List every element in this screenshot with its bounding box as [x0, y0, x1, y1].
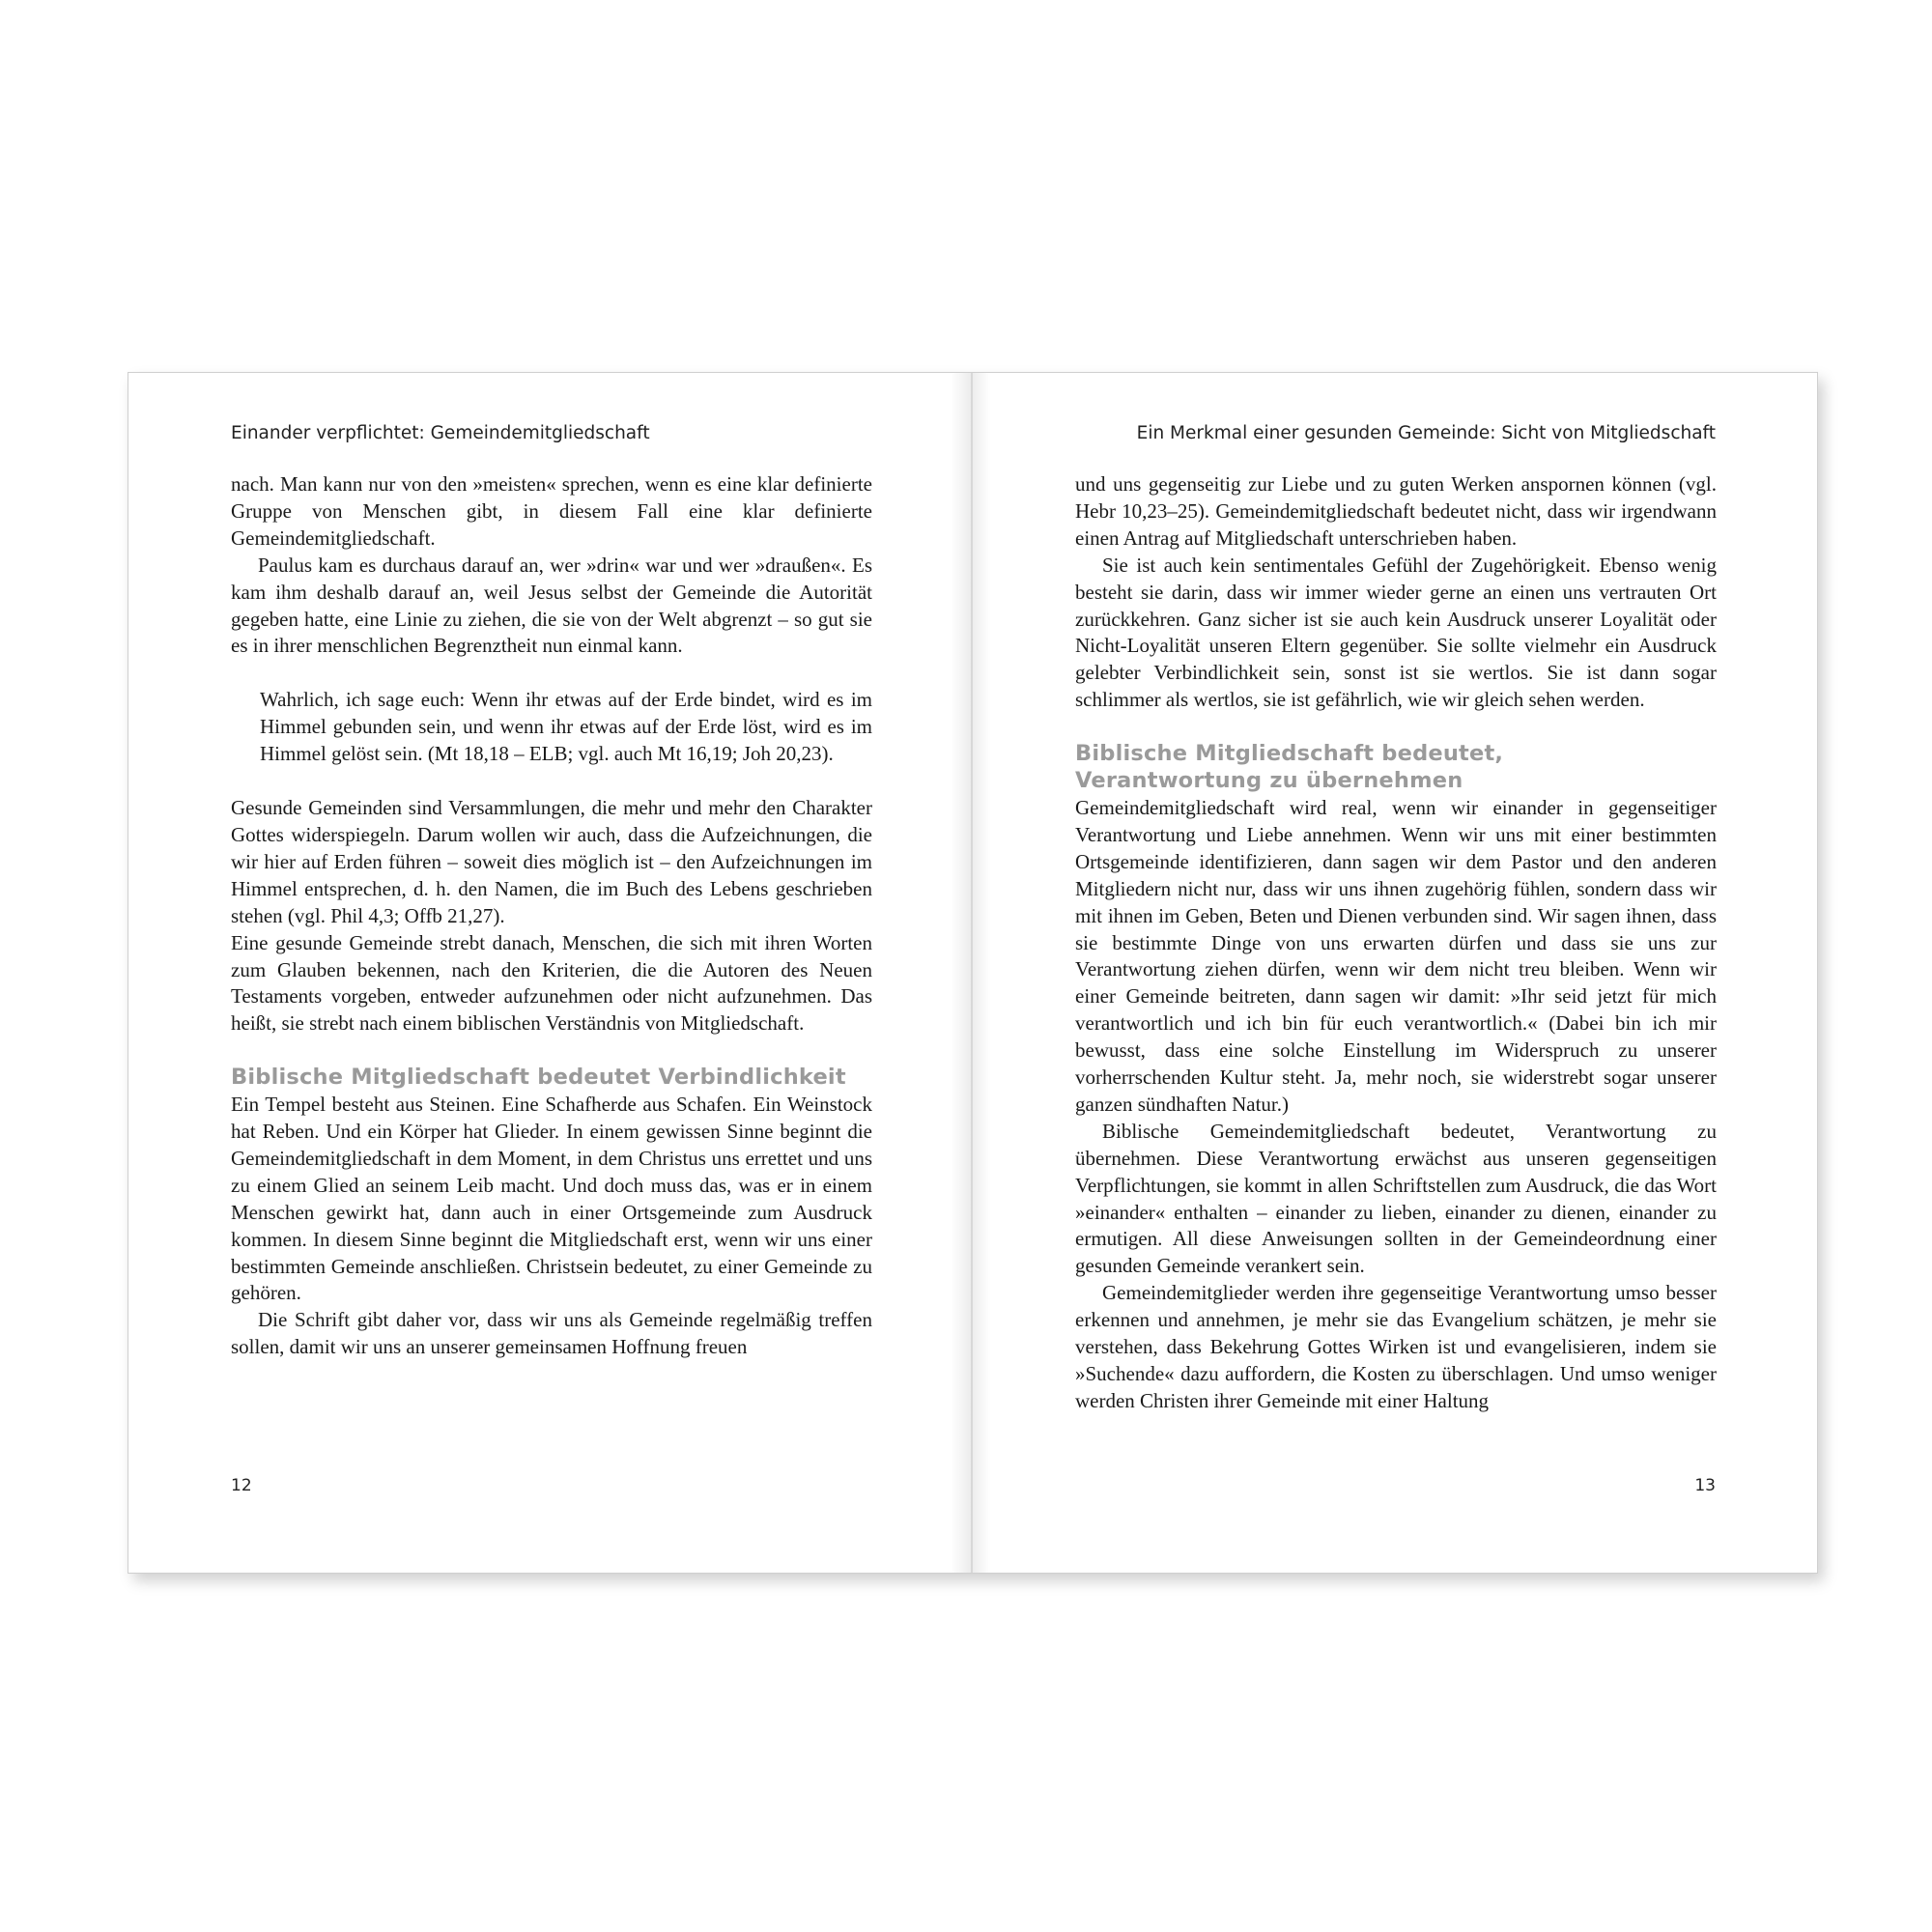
paragraph: Ein Tempel besteht aus Steinen. Eine Schafherde aus Schafen. Ein Weinstock hat Reben. Und ein Körper hat Glieder. In einem gewissen Sinne beginnt die Gemeindemitgliedschaft in dem Moment, in dem Christus uns errettet und uns zu einem Glied an seinem Leib macht. Und doch muss das, was er in einem Menschen gewirkt hat, dann auch in einer Ortsgemeinde zum Ausdruck kommen. In diesem Sinne beginnt die Mitgliedschaft erst, wenn wir uns einer bestimmten Gemeinde anschließen. Christsein bedeutet, zu einer Gemeinde zu gehören.: [231, 1093, 872, 1305]
bible-quote: Wahrlich, ich sage euch: Wenn ihr etwas auf der Erde bindet, wird es im Himmel gebunden sein, und wenn ihr etwas auf der Erde löst, wird es im Himmel gelöst sein. (Mt 18,18 – ELB; vgl. auch Mt 16,19; Joh 20,23).: [260, 688, 872, 766]
paragraph: Eine gesunde Gemeinde strebt danach, Menschen, die sich mit ihren Worten zum Glauben bekennen, nach den Kriterien, die die Autoren des Neuen Testaments vorgeben, entweder aufzunehmen oder nicht aufzunehmen. Das heißt, sie strebt nach einem biblischen Verständnis von Mitgliedschaft.: [231, 930, 872, 1036]
paragraph: Paulus kam es durchaus darauf an, wer »drin« war und wer »draußen«. Es kam ihm deshalb darauf an, weil Jesus selbst der Gemeinde die Autorität gegeben hatte, eine Linie zu ziehen, die sie von der Welt abgrenzt – so gut sie es in ihrer menschlichen Begrenztheit nun einmal kann.: [231, 553, 872, 658]
paragraph: Biblische Gemeindemitgliedschaft bedeutet, Verantwortung zu übernehmen. Diese Verantwortung erwächst aus unseren gegenseitigen Verpflichtungen, sie kommt in allen Schriftstellen zum Ausdruck, die das Wort »einander« enthalten – einander zu lieben, einander zu dienen, einander zu ermutigen. All diese Anweisungen sollten in der Gemeindeordnung einer gesunden Gemeinde verankert sein.: [1075, 1119, 1717, 1278]
paragraph: Gemeindemitgliedschaft wird real, wenn wir einander in gegenseitiger Verantwortung und Liebe annehmen. Wenn wir uns mit einer bestimmten Ortsgemeinde identifizieren, dann sagen wir dem Pastor und den anderen Mitgliedern nicht nur, dass wir uns ihnen zugehörig fühlen, sondern dass wir mit ihnen im Geben, Beten und Dienen verbunden sind. Wir sagen ihnen, dass sie bestimmte Dinge von uns erwarten dürfen und dass sie uns zur Verantwortung ziehen dürfen, wenn wir dem nicht treu bleiben. Wenn wir einer Gemeinde beitreten, dann sagen wir damit: »Ihr seid jetzt für mich verantwortlich und ich bin für euch verantwortlich.« (Dabei bin ich mir bewusst, dass eine solche Einstellung im Widerspruch zu unserer vorherrschenden Kultur steht. Ja, mehr noch, sie widerstrebt sogar unserer ganzen sündhaften Natur.): [1075, 795, 1717, 1116]
running-head: Ein Merkmal einer gesunden Gemeinde: Sicht von Mitgliedschaft: [1136, 423, 1716, 443]
page-number: 13: [1694, 1476, 1716, 1495]
gutter-shadow: [973, 373, 990, 1573]
paragraph: Die Schrift gibt daher vor, dass wir uns als Gemeinde regelmäßig treffen sollen, damit wir uns an unserer gemeinsamen Hoffnung freuen: [231, 1308, 872, 1359]
paragraph: und uns gegenseitig zur Liebe und zu guten Werken anspornen können (vgl. Hebr 10,23–25). Gemeindemitgliedschaft bedeutet nicht, dass wir irgendwann einen Antrag auf Mitgliedschaft unterschrieben haben.: [1075, 472, 1717, 550]
section-heading: Biblische Mitgliedschaft bedeutet Verbindlichkeit: [231, 1065, 846, 1091]
paragraph: Gemeindemitglieder werden ihre gegenseitige Verantwortung umso besser erkennen und annehmen, je mehr sie das Evangelium schätzen, je mehr sie verstehen, dass Bekehrung Gottes Wirken ist und evangelisieren, indem sie »Suchende« dazu auffordern, die Kosten zu überschlagen. Und umso weniger werden Christen ihrer Gemeinde mit einer Haltung: [1075, 1281, 1717, 1412]
gutter-shadow: [951, 373, 972, 1573]
paragraph: Sie ist auch kein sentimentales Gefühl der Zugehörigkeit. Ebenso wenig besteht sie darin, dass wir immer wieder gerne an einen uns vertrauten Ort zurückkehren. Ganz sicher ist sie auch kein Ausdruck unserer Loyalität oder Nicht-Loyalität unseren Eltern gegenüber. Sie sollte vielmehr ein Ausdruck gelebter Verbindlichkeit sein, sonst ist sie wertlos. Sie ist dann sogar schlimmer als wertlos, sie ist gefährlich, wie wir gleich sehen werden.: [1075, 553, 1717, 712]
section-heading-line: Biblische Mitgliedschaft bedeutet,: [1075, 741, 1504, 767]
left-page: [128, 373, 972, 1573]
paragraph: nach. Man kann nur von den »meisten« sprechen, wenn es eine klar definierte Gruppe von Menschen gibt, in diesem Fall eine klar definierte Gemeindemitgliedschaft.: [231, 472, 872, 550]
section-heading: [1075, 741, 1717, 795]
section-heading-line: Verantwortung zu übernehmen: [1075, 768, 1463, 794]
body-text: [231, 471, 872, 1361]
book-spread: [128, 372, 1818, 1574]
running-head: Einander verpflichtet: Gemeindemitgliedschaft: [231, 423, 650, 443]
body-text: [1075, 471, 1717, 1415]
paragraph: Gesunde Gemeinden sind Versammlungen, die mehr und mehr den Charakter Gottes widerspiegeln. Darum wollen wir auch, dass die Aufzeichnungen, die wir hier auf Erden führen – soweit dies möglich ist – den Aufzeichnungen im Himmel entsprechen, d. h. den Namen, die im Buch des Lebens geschrieben stehen (vgl. Phil 4,3; Offb 21,27).: [231, 796, 872, 927]
page-number: 12: [231, 1476, 252, 1495]
right-page: [973, 373, 1817, 1573]
